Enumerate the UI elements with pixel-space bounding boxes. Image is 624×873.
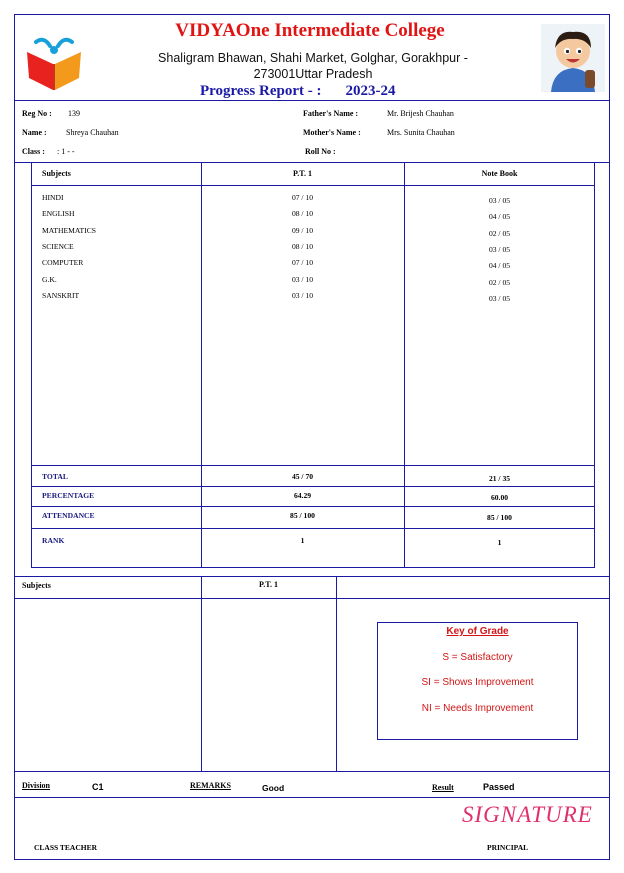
header-row-divider [31,185,595,186]
subject-name: MATHEMATICS [42,225,97,235]
subject-name: HINDI [42,193,64,202]
column-divider [201,576,202,771]
result-value: Passed [483,782,515,792]
subject-name: G.K. [42,274,57,284]
pt1-mark: 09 / 10 [291,225,314,235]
notebook-mark: 02 / 05 [488,277,511,287]
remarks-label: REMARKS [190,781,231,790]
total-label: TOTAL [42,472,68,481]
father-name-value: Mr. Brijesh Chauhan [387,109,454,118]
grade-key-item: S = Satisfactory [442,652,513,663]
subject-name: ENGLISH [42,209,75,219]
row-divider [31,506,595,507]
book-logo-icon [22,30,86,92]
column-divider [404,162,405,568]
notebook-mark: 03 / 05 [488,244,511,254]
pt1-mark: 03 / 10 [291,290,314,300]
mother-name-label: Mother's Name : [303,128,361,137]
column-header-notebook: Note Book [481,169,518,178]
total-notebook: 60.00 [490,493,509,502]
class-value: : 1 - - [57,147,75,156]
marks-table [31,162,595,568]
pt1-mark: 07 / 10 [291,258,314,268]
pt1-mark: 08 / 10 [291,209,314,219]
student-avatar-icon [541,24,605,92]
divider [14,100,610,101]
coscholastic-header-pt1: P.T. 1 [259,580,278,589]
key-of-grade-title: Key of Grade [446,626,509,637]
pt1-mark: 08 / 10 [291,241,314,251]
student-name-value: Shreya Chauhan [66,128,119,137]
reg-no-value: 139 [68,109,80,118]
column-divider [336,576,337,771]
total-label: ATTENDANCE [42,511,95,520]
row-divider [31,486,595,487]
class-label: Class : [22,147,45,156]
total-pt1: 85 / 100 [290,511,315,520]
row-divider [31,528,595,529]
subject-name: SCIENCE [42,241,74,251]
subject-name: COMPUTER [42,258,84,268]
total-pt1: 64.29 [293,491,312,500]
total-pt1: 45 / 70 [291,472,314,481]
column-divider [201,162,202,568]
pt1-mark: 03 / 10 [291,274,314,284]
report-title-text: Progress Report - : [200,83,322,99]
column-header-pt1: P.T. 1 [293,169,312,178]
divider [14,771,610,772]
total-label: RANK [42,536,65,545]
class-teacher-label: CLASS TEACHER [34,843,98,852]
header-row-divider [14,598,610,599]
college-name: VIDYAOne Intermediate College [175,20,445,41]
totals-divider [31,465,595,466]
total-label: PERCENTAGE [42,491,95,500]
college-address: Shaligram Bhawan, Shahi Market, Golghar, Gorakhpur - 273001Uttar Pradesh [158,51,468,81]
notebook-mark: 04 / 05 [488,212,511,222]
session-year: 2023-24 [345,83,396,99]
grade-key-item: NI = Needs Improvement [421,703,534,714]
reg-no-label: Reg No : [22,109,52,118]
result-label: Result [432,783,454,792]
division-label: Division [22,781,51,790]
notebook-mark: 02 / 05 [488,228,511,238]
division-value: C1 [92,782,104,792]
pt1-mark: 07 / 10 [291,193,314,202]
total-notebook: 85 / 100 [487,513,512,522]
grade-key-item: SI = Shows Improvement [421,677,534,688]
principal-label: PRINCIPAL [487,843,529,852]
subject-name: SANSKRIT [42,290,80,300]
remarks-value: Good [262,783,285,793]
total-notebook: 21 / 35 [488,474,511,483]
roll-no-label: Roll No : [305,147,336,156]
coscholastic-header-subjects: Subjects [22,581,51,590]
father-name-label: Father's Name : [303,109,359,118]
column-header-subjects: Subjects [42,169,71,178]
notebook-mark: 03 / 05 [488,293,511,303]
divider [14,576,610,577]
total-notebook: 1 [497,538,502,547]
student-name-label: Name : [22,128,47,137]
total-pt1: 1 [300,536,305,545]
notebook-mark: 04 / 05 [488,261,511,271]
divider [14,797,610,798]
notebook-mark: 03 / 05 [488,196,511,205]
mother-name-value: Mrs. Sunita Chauhan [387,128,455,137]
principal-signature: SIGNATURE [462,802,593,827]
report-title [200,83,396,100]
